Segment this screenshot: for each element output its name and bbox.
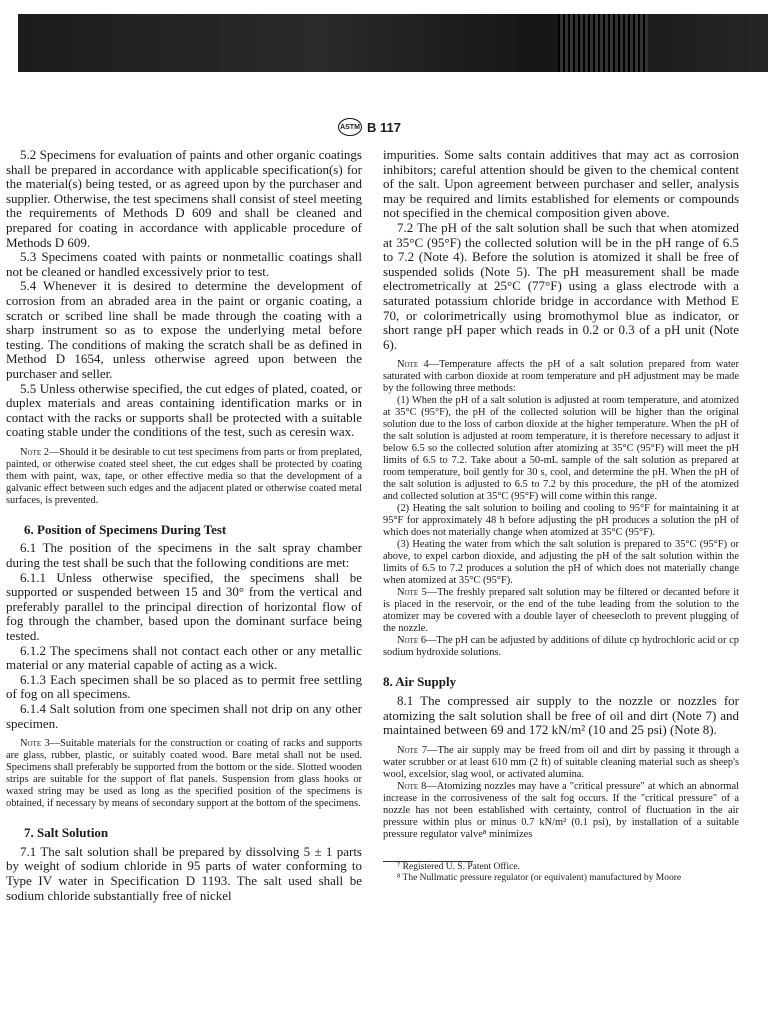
paragraph-5-5: 5.5 Unless otherwise specified, the cut edges of plated, coated, or duplex materials and areas containing identification marks or in contact with the racks or supports shall be protected with a suitable coating stable under the conditions of the test, such as ceresin wax. <box>6 380 362 440</box>
note-7-text: —The air supply may be freed from oil and dirt by passing it through a water scrubber or at least 610 mm (2 ft) of suitable cleaning material such as sheep's wool, excelsior, slag wool, or activated alumina. <box>383 744 739 780</box>
note-6 <box>383 635 739 659</box>
note-4-text: —Temperature affects the pH of a salt solution prepared from water saturated with carbon dioxide at room temperature and pH adjustment may be made by the following three methods: <box>383 359 740 395</box>
astm-logo-icon: ASTM <box>338 118 362 136</box>
paragraph-8-1: 8.1 The compressed air supply to the nozzle or nozzles for atomizing the salt solution shall be free of oil and dirt (Note 7) and maintained between 69 and 172 kN/m² (10 and 25 psi) (Note 8). <box>383 692 739 738</box>
paragraph-7-1: 7.1 The salt solution shall be prepared by dissolving 5 ± 1 parts by weight of sodium chloride in 95 parts of water conforming to Type IV water in Specification D 1193. The salt used shall be sodium chloride substantially free of nickel <box>6 843 362 903</box>
paragraph-7-2: 7.2 The pH of the salt solution shall be such that when atomized at 35°C (95°F) the collected solution will be in the pH range of 6.5 to 7.2 (Note 4). Before the solution is atomized it shall be free of suspended solids (Note 5). The pH measurement shall be made electrometrically at 25°C (77°F) using a glass electrode with a saturated potassium chloride bridge in accordance with Method E 70, or colorimetrically using bromothymol blue as indicator, or short range pH paper which reads in 0.2 or 0.3 of a pH unit (Note 6). <box>383 219 739 352</box>
note-6-label: Note 6 <box>397 635 427 647</box>
standard-number: B 117 <box>367 119 401 135</box>
paragraph-6-1-2: 6.1.2 The specimens shall not contact each other or any metallic material or any material capable of acting as a wick. <box>6 642 362 673</box>
note-4-method-3: (3) Heating the water from which the salt solution is prepared to 35°C (95°F) or above, to expel carbon dioxide, and adjusting the pH of the salt solution within the limits of 6.5 to 7.2 produces a solution the pH of which does not materially change when atomized at 35°C (95°F). <box>383 539 739 587</box>
note-3 <box>6 738 362 810</box>
note-6-text: —The pH can be adjusted by additions of dilute cp hydrochloric acid or cp sodium hydroxide solutions. <box>383 635 739 659</box>
note-4 <box>383 359 739 395</box>
note-2-label: Note 2 <box>20 446 49 458</box>
note-4-method-2: (2) Heating the salt solution to boiling and cooling to 95°F for maintaining it at 95°F for approximately 48 h before adjusting the pH produces a solution the pH of which does not materially change when atomized at 35°C (95°F). <box>383 503 739 539</box>
note-2-text: —Should it be desirable to cut test specimens from parts or from preplated, painted, or otherwise coated steel sheet, the cut edges shall be protected by coating them with paint, wax, tape, or other effective media so that the development of a galvanic effect between such edges and the adjacent plated or otherwise coated metal surfaces, is prevented. <box>6 446 362 506</box>
paragraph-5-3: 5.3 Specimens coated with paints or nonmetallic coatings shall not be cleaned or handled excessively prior to test. <box>6 249 362 279</box>
paragraph-6-1-3: 6.1.3 Each specimen shall be so placed as to permit free settling of fog on all specimens. <box>6 671 362 702</box>
note-3-text: —Suitable materials for the construction or coating of racks and supports are glass, rubber, plastic, or suitably coated wood. Bare metal shall not be used. Specimens shall preferably be supported from the bottom or the side. Slotted wooden strips are suitable for the support of flat panels. Suspension from glass hooks or waxed string may be used as long as the specified position of the specimens is obtained, if necessary by means of secondary support at the bottom of the specimens. <box>6 738 362 810</box>
paragraph-7-1-continued: impurities. Some salts contain additives that may act as corrosion inhibitors; careful attention should be given to the chemical content of the salt. Upon agreement between purchaser and seller, analysis may be required and limits established for elements or compounds not specified in the chemical composition given above. <box>383 147 739 221</box>
note-4-method-1: (1) When the pH of a salt solution is adjusted at room temperature, and atomized at 35°C (95°F), the pH of the collected solution will be higher than the original solution due to the loss of carbon dioxide at the higher temperature. When the pH of the salt solution is adjusted at room temperature, it is therefore necessary to adjust it below 6.5 so the collected solution after atomizing at 35°C (95°F) will meet the pH limits of 6.5 to 7.2. Take about a 50-mL sample of the salt solution as prepared at room temperature, boil gently for 30 s, cool, and determine the pH. When the pH of the salt solution is adjusted to 6.5 to 7.2 by this procedure, the pH of the atomized and collected solution at 35°C (95°F) will come within this range. <box>383 395 739 503</box>
paragraph-6-1-1: 6.1.1 Unless otherwise specified, the specimens shall be supported or suspended between 15 and 30° from the vertical and preferably parallel to the principal direction of horizontal flow of fog through the chamber, based upon the dominant surface being tested. <box>6 569 362 644</box>
note-5 <box>383 587 739 635</box>
note-5-text: —The freshly prepared salt solution may be filtered or decanted before it is placed in the reservoir, or the end of the tube leading from the solution to the atomizer may be covered with a double layer of cheesecloth to prevent plugging of the nozzle. <box>383 587 740 635</box>
note-3-label: Note 3 <box>20 738 50 750</box>
note-7-label: Note 7 <box>397 744 428 756</box>
note-4-label: Note 4 <box>397 359 429 371</box>
footnote-7: ⁷ Registered U. S. Patent Office. <box>397 861 520 872</box>
paragraph-6-1-4: 6.1.4 Salt solution from one specimen shall not drip on any other specimen. <box>6 701 362 731</box>
note-7 <box>383 745 739 781</box>
note-2 <box>6 447 362 507</box>
section-6-heading: 6. Position of Specimens During Test <box>24 521 227 537</box>
right-column <box>383 148 739 884</box>
section-7-heading: 7. Salt Solution <box>24 825 109 841</box>
page-header <box>338 118 401 136</box>
paragraph-5-4: 5.4 Whenever it is desired to determine the development of corrosion from an abraded area in the paint or organic coating, a scratch or scribed line shall be made through the coating with a sharp instrument so as to expose the underlying metal before testing. The conditions of making the scratch shall be as defined in Method D 1654, unless otherwise agreed upon between the purchaser and seller. <box>6 278 362 381</box>
note-8-label: Note 8 <box>397 780 427 792</box>
note-5-label: Note 5 <box>397 587 427 599</box>
section-8-heading: 8. Air Supply <box>383 674 457 690</box>
footnote-8: ⁸ The Nullmatic pressure regulator (or equivalent) manufactured by Moore <box>397 872 682 883</box>
note-8-text: —Atomizing nozzles may have a "critical pressure" at which an abnormal increase in the corrosiveness of the salt fog occurs. If the "critical pressure" of a nozzle has not been established with certainty, control of fluctuation in the air pressure within plus or minus 0.7 kN/m² (0.1 psi), by installation of a suitable pressure regulator valve⁸ minimizes <box>383 780 739 840</box>
note-8 <box>383 781 739 841</box>
paragraph-6-1: 6.1 The position of the specimens in the salt spray chamber during the test shall be such that the following conditions are met: <box>6 540 362 571</box>
left-column <box>6 148 362 903</box>
paragraph-5-2: 5.2 Specimens for evaluation of paints and other organic coatings shall be prepared in accordance with applicable specification(s) for the material(s) being tested, or as agreed upon by the purchaser and supplier. Otherwise, the test specimens shall consist of steel meeting the requirements of Methods D 609 and shall be cleaned and prepared for coating in accordance with applicable procedure of Methods D 609. <box>6 147 362 250</box>
scan-dark-band <box>18 14 768 72</box>
